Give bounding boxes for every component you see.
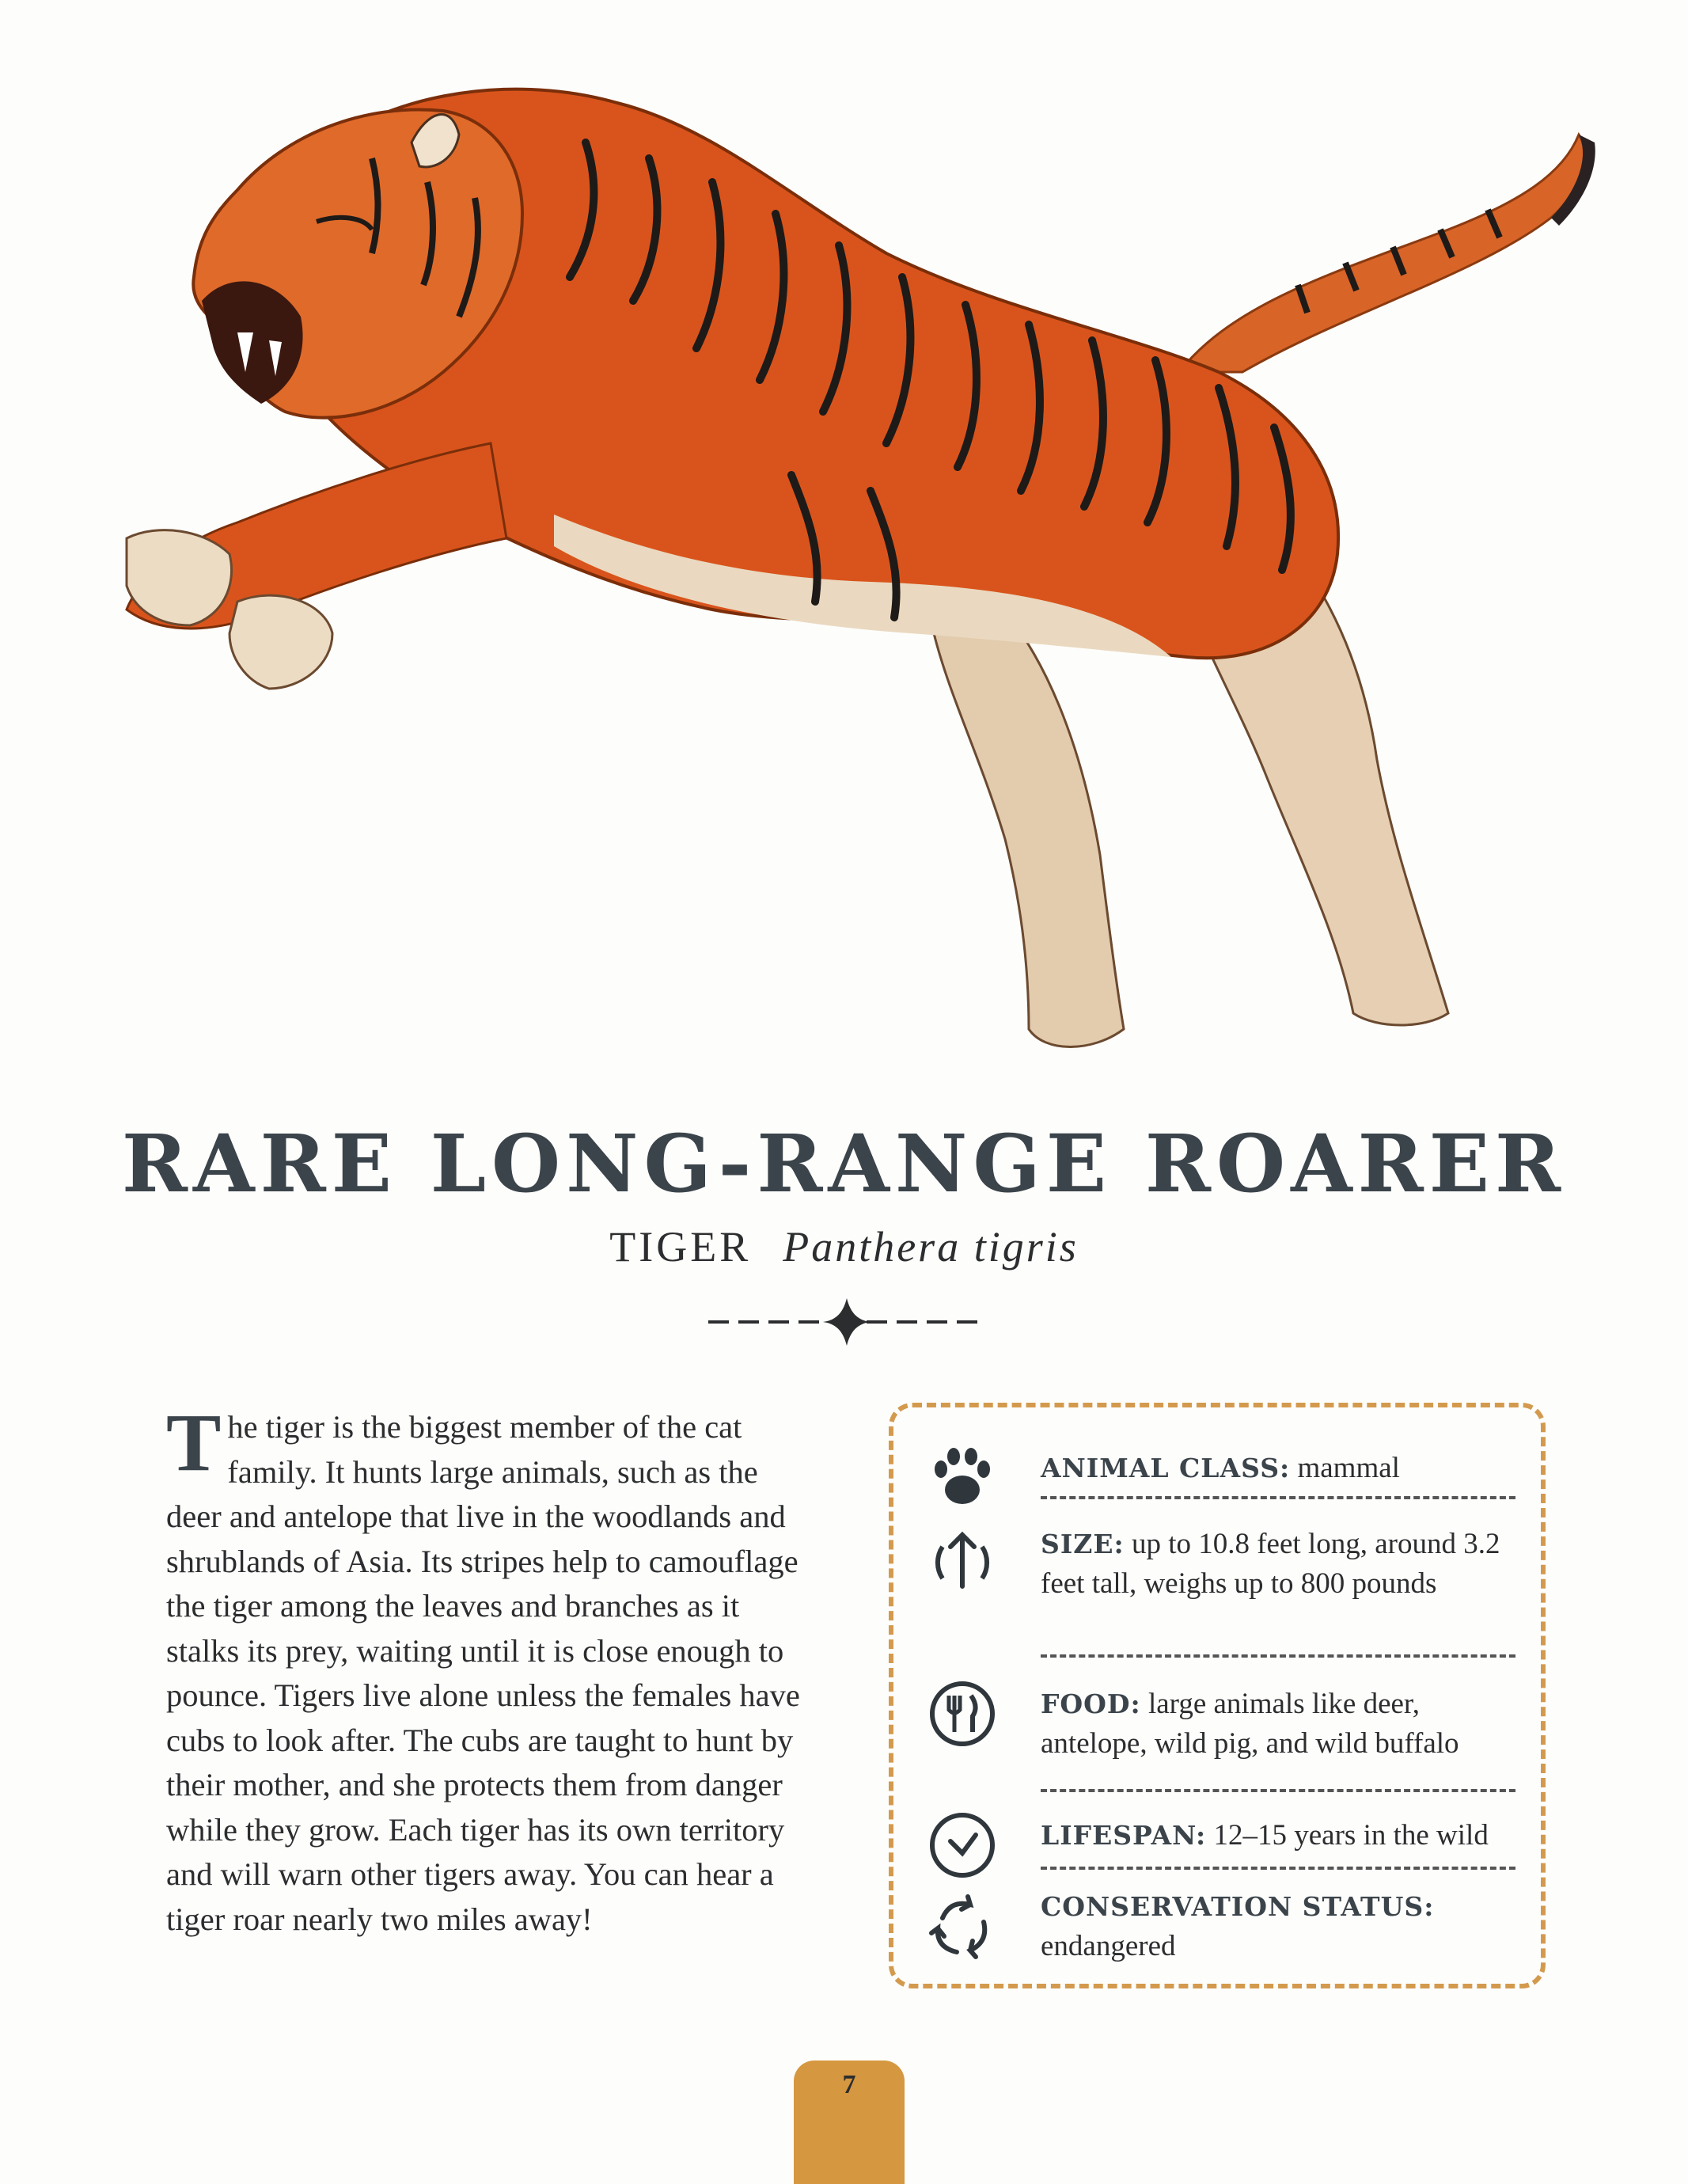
fact-separator xyxy=(1041,1496,1515,1499)
common-name: TIGER xyxy=(609,1223,752,1271)
fact-separator xyxy=(1041,1867,1515,1870)
fact-value: large animals like deer, antelope, wild pig, and wild buffalo xyxy=(1041,1688,1459,1760)
tiger-tail xyxy=(1179,135,1584,372)
fact-value: 12–15 years in the wild xyxy=(1213,1819,1489,1852)
fact-box xyxy=(889,1403,1546,1988)
clock-icon xyxy=(927,1810,998,1881)
fact-label: FOOD: xyxy=(1041,1688,1141,1719)
fact-label: CONSERVATION STATUS: xyxy=(1041,1891,1435,1922)
fork-knife-icon xyxy=(927,1678,998,1749)
fact-value: up to 10.8 feet long, around 3.2 feet tall, weighs up to 800 pounds xyxy=(1041,1528,1500,1600)
recycle-arrows-icon xyxy=(927,1890,998,1962)
fact-value: endangered xyxy=(1041,1930,1176,1962)
size-arrow-icon xyxy=(927,1523,998,1594)
page-title: RARE LONG-RANGE ROARER xyxy=(121,1117,1567,1210)
fact-label: ANIMAL CLASS: xyxy=(1041,1453,1291,1483)
fact-label: LIFESPAN: xyxy=(1041,1820,1207,1851)
scientific-name: Panthera tigris xyxy=(783,1223,1079,1271)
paw-icon xyxy=(927,1441,998,1512)
diamond-star-icon xyxy=(823,1298,871,1346)
species-names xyxy=(0,1223,1688,1271)
fact-separator xyxy=(1041,1654,1515,1658)
fact-separator xyxy=(1041,1789,1515,1792)
page-number-tab xyxy=(794,2061,905,2184)
fact-label: SIZE: xyxy=(1041,1529,1125,1559)
body-text: he tiger is the biggest member of the cat family. It hunts large animals, such as the deer and antelope that live in the woodlands and shrublands of Asia. Its stripes help to camouflage the tiger among the leaves and branches as it stalks its prey, waiting until it is close enough to pounce. Tigers live alone unless the females have cubs to look after. The cubs are taught to hunt by their mother, and she protects them from danger while they grow. Each tiger has its own territory and will warn other tigers away. You can hear a tiger roar nearly two miles away! xyxy=(166,1409,800,1937)
drop-cap: T xyxy=(166,1397,222,1488)
body-paragraph xyxy=(166,1397,815,1942)
ornament-divider xyxy=(708,1298,985,1346)
fact-value: mammal xyxy=(1297,1452,1400,1484)
page-number: 7 xyxy=(842,2070,856,2099)
